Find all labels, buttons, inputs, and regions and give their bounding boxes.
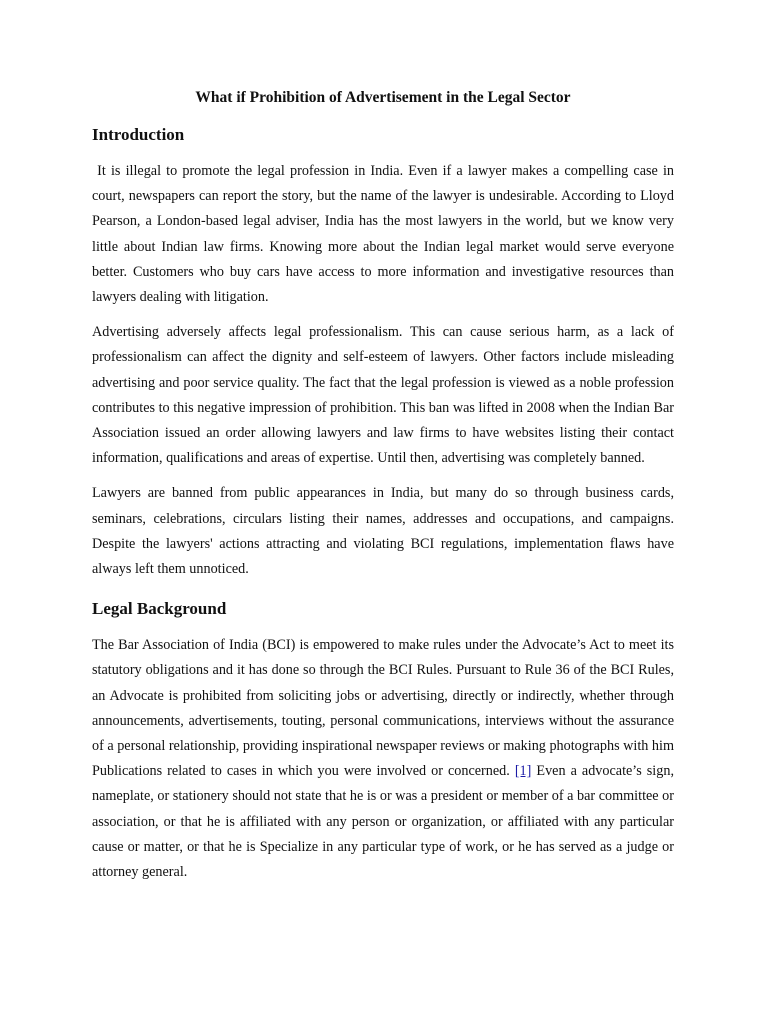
document-title: What if Prohibition of Advertisement in the Legal Sector <box>195 89 571 106</box>
paragraph-text: Even a advocate’s sign, nameplate, or stationery should not state that he is or was a president or member of a bar committee or association, or that he is affiliated with any person or organization, or affiliated with any particular cause or matter, or that he is Specialize in any particular type of work, or he has served as a judge or attorney general. <box>92 763 674 881</box>
section-heading-legal-background: Legal Background <box>92 599 227 619</box>
paragraph: Advertising adversely affects legal professionalism. This can cause serious harm, as a lack of professionalism can affect the dignity and self-esteem of lawyers. Other factors include misleading advertising and poor service quality. The fact that the legal profession is viewed as a noble profession contributes to this negative impression of prohibition. This ban was lifted in 2008 when the Indian Bar Association issued an order allowing lawyers and law firms to have websites listing their contact information, qualifications and areas of expertise. Until then, advertising was completely banned. <box>92 324 674 467</box>
paragraph: Lawyers are banned from public appearances in India, but many do so through business cards, seminars, celebrations, circulars listing their names, addresses and occupations, and campaigns. Despite the lawyers' actions attracting and violating BCI regulations, implementation flaws have always left them unnoticed. <box>92 485 674 578</box>
paragraph-text: The Bar Association of India (BCI) is empowered to make rules under the Advocate’s Act to meet its statutory obligations and it has done so through the BCI Rules. Pursuant to Rule 36 of the BCI Rules, an Advocate is prohibited from soliciting jobs or advertising, directly or indirectly, whether through announcements, advertisements, touting, personal communications, interviews without the assurance of a personal relationship, providing inspirational newspaper reviews or making photographs with him Publications related to cases in which you were involved or concerned. <box>92 637 674 780</box>
paragraph: It is illegal to promote the legal profession in India. Even if a lawyer makes a compelling case in court, newspapers can report the story, but the name of the lawyer is undesirable. According to Lloyd Pearson, a London-based legal adviser, India has the most lawyers in the world, but we know very little about Indian law firms. Knowing more about the Indian legal market would serve everyone better. Customers who buy cars have access to more information and investigative resources than lawyers dealing with litigation. <box>92 163 678 306</box>
footnote-reference-link[interactable]: [1] <box>514 763 532 780</box>
section-heading-introduction: Introduction <box>92 125 185 144</box>
document-body <box>92 88 678 895</box>
paragraph-with-reference <box>92 633 674 885</box>
